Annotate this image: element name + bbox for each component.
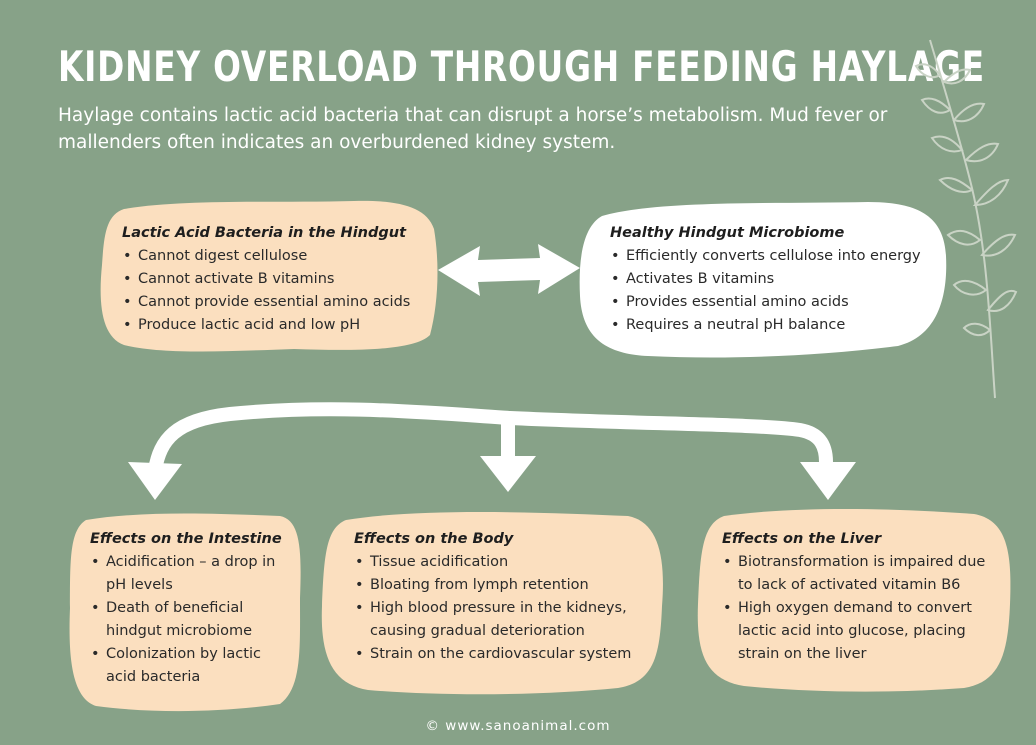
list-item: • Provides essential amino acids (610, 291, 921, 314)
list-item: • Produce lactic acid and low pH (122, 314, 410, 337)
list-item: • High oxygen demand to convert lactic acid into glucose, placing strain on the liver (722, 597, 998, 666)
box-heading: Effects on the Body (354, 531, 514, 547)
list-item: • Death of beneficial hindgut microbiome (90, 597, 290, 643)
list-item: • Strain on the cardiovascular system (354, 643, 654, 666)
list-item: • Colonization by lactic acid bacteria (90, 643, 290, 689)
list-item: • Cannot digest cellulose (122, 245, 410, 268)
list-item: • Acidification – a drop in pH levels (90, 551, 290, 597)
list-item: • Activates B vitamins (610, 268, 921, 291)
list-item: • Requires a neutral pH balance (610, 314, 921, 337)
list-item: • Efficiently converts cellulose into energy (610, 245, 921, 268)
list-item: • Bloating from lymph retention (354, 574, 654, 597)
box-lactic-acid-bacteria (94, 195, 440, 355)
double-arrow (438, 244, 580, 296)
list-item: • Cannot provide essential amino acids (122, 291, 410, 314)
box-heading: Healthy Hindgut Microbiome (610, 225, 845, 241)
box-heading: Lactic Acid Bacteria in the Hindgut (122, 225, 407, 241)
list-item: • Cannot activate B vitamins (122, 268, 410, 291)
footer-copyright: © www.sanoanimal.com (425, 718, 611, 734)
box-heading: Effects on the Intestine (90, 531, 282, 547)
box-heading: Effects on the Liver (722, 531, 882, 547)
list-item: • Tissue acidification (354, 551, 654, 574)
page-title: KIDNEY OVERLOAD THROUGH FEEDING HAYLAGE (58, 42, 985, 91)
page-subtitle: Haylage contains lactic acid bacteria that can disrupt a horse’s metabolism. Mud fever or mallenders often indicates an overburdened kidney system. (58, 105, 888, 153)
box-effects-intestine (66, 508, 304, 714)
list-item: • Biotransformation is impaired due to lack of activated vitamin B6 (722, 551, 998, 597)
box-effects-body (318, 506, 668, 696)
box-effects-liver (694, 504, 1014, 694)
list-item: • High blood pressure in the kidneys, causing gradual deterioration (354, 597, 654, 643)
box-healthy-hindgut (578, 196, 950, 360)
